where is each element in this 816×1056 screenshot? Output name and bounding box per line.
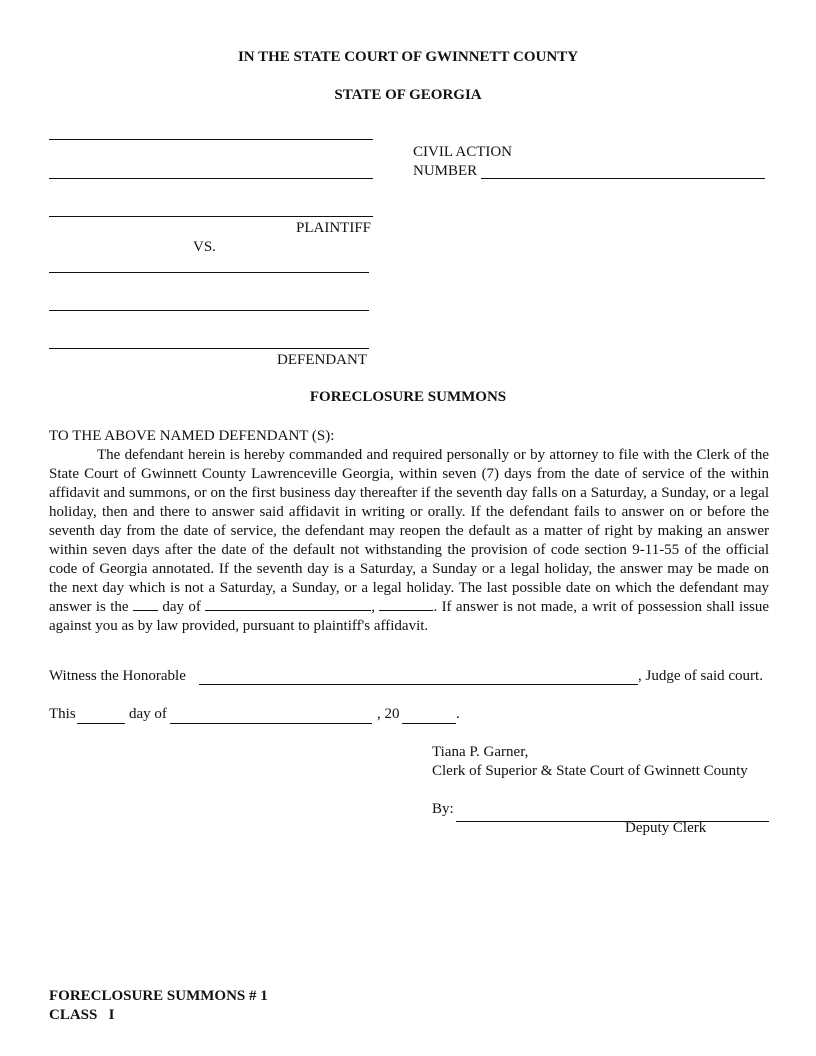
- answer-month-field[interactable]: [205, 609, 371, 611]
- deputy-signature-field[interactable]: [456, 821, 769, 822]
- witness-month-field[interactable]: [170, 723, 372, 724]
- day-of-label: day of: [129, 706, 167, 722]
- body-text-3: ,: [371, 599, 376, 615]
- judge-suffix: , Judge of said court.: [638, 668, 763, 684]
- year-prefix: , 20: [377, 706, 400, 722]
- clerk-title: Clerk of Superior & State Court of Gwinnett County: [432, 763, 748, 779]
- plaintiff-line-3: [49, 216, 373, 217]
- defendant-line-3: [49, 348, 369, 349]
- plaintiff-line-1: [49, 139, 373, 140]
- witness-day-field[interactable]: [77, 723, 125, 724]
- summons-body: [49, 446, 769, 636]
- defendant-line-1: [49, 272, 369, 273]
- footer-class: CLASS I: [49, 1007, 115, 1023]
- addressee: TO THE ABOVE NAMED DEFENDANT (S):: [49, 428, 335, 444]
- defendant-label: DEFENDANT: [277, 352, 367, 368]
- body-text-2: day of: [162, 599, 201, 615]
- defendant-line-2: [49, 310, 369, 311]
- civil-action-label: CIVIL ACTION: [413, 144, 513, 160]
- witness-label: Witness the Honorable: [49, 668, 186, 684]
- witness-year-field[interactable]: [402, 723, 456, 724]
- deputy-clerk-label: Deputy Clerk: [625, 820, 707, 836]
- answer-year-field[interactable]: [379, 609, 433, 611]
- plaintiff-line-2: [49, 178, 373, 179]
- civil-action-number-field[interactable]: [481, 178, 765, 179]
- date-period: .: [456, 706, 460, 722]
- vs-label: VS.: [193, 239, 216, 255]
- state-heading: STATE OF GEORGIA: [334, 87, 482, 103]
- by-label: By:: [432, 801, 454, 817]
- this-label: This: [49, 706, 76, 722]
- court-heading: IN THE STATE COURT OF GWINNETT COUNTY: [237, 49, 579, 65]
- judge-name-field[interactable]: [199, 684, 638, 685]
- footer-form-id: FORECLOSURE SUMMONS # 1: [49, 988, 268, 1004]
- clerk-name: Tiana P. Garner,: [432, 744, 529, 760]
- answer-day-field[interactable]: [133, 609, 158, 611]
- number-label: NUMBER: [413, 163, 478, 179]
- plaintiff-label: PLAINTIFF: [296, 220, 372, 236]
- document-title: FORECLOSURE SUMMONS: [309, 389, 507, 405]
- body-text-4: . If answer is not made, a writ of possession shall issue against you as by law provided, pursuant to plaintiff's affidavit.: [49, 599, 770, 634]
- body-text-1: The defendant herein is hereby commanded and required personally or by attorney to file with the Clerk of the State Court of Gwinnett County Lawrenceville Georgia, within seven (7) days from the date of service of the within affidavit and summons, or on the first business day thereafter if the seventh day falls on a Saturday, a Sunday, or a legal holiday, then and there to answer said affidavit in writing or orally. If the defendant fails to answer on or before the seventh day from the date of service, the defendant may reopen the default as a matter of right by making an answer within seven days after the date of the default not withstanding the provision of code section 9-11-55 of the official code of Georgia annotated. If the seventh day is a Saturday, a Sunday or a legal holiday, the answer may be made on the next day which is not a Saturday, a Sunday, or a legal holiday. The last possible date on which the defendant may answer is the: [49, 447, 769, 615]
